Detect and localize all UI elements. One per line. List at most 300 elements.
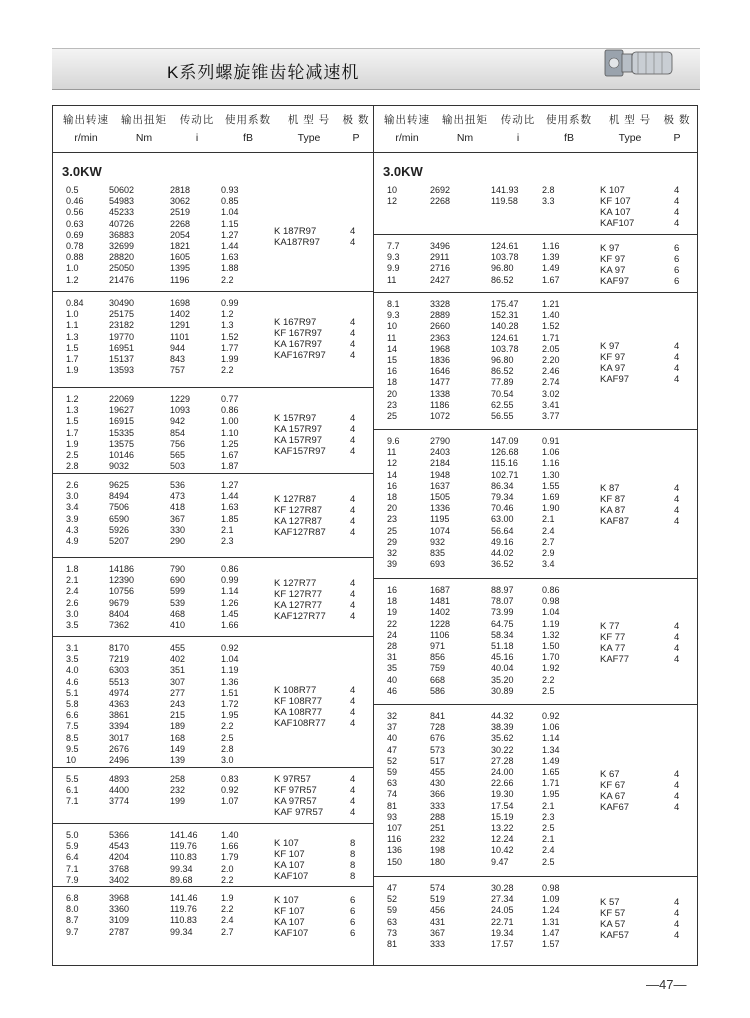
model-type: K 67: [600, 769, 620, 781]
output-torque: 5207: [109, 536, 130, 546]
output-torque: 36883: [109, 229, 135, 240]
output-speed: 8.1: [387, 299, 400, 309]
table-row: [374, 607, 697, 618]
ratio: 86.52: [491, 366, 514, 377]
ratio: 290: [170, 536, 186, 546]
output-torque: 8170: [109, 643, 130, 653]
service-factor: 0.91: [542, 436, 560, 446]
pole-count: 4: [674, 185, 680, 196]
column-header-cn: 极 数: [663, 114, 691, 126]
output-torque: 2787: [109, 926, 130, 937]
right-table: [374, 105, 698, 966]
table-row: [374, 756, 697, 767]
column-header: [171, 106, 223, 145]
service-factor: 1.99: [221, 354, 239, 364]
pole-count: 4: [350, 684, 356, 696]
model-types: [600, 769, 690, 813]
output-speed: 2.8: [66, 461, 79, 472]
ratio: 45.16: [491, 652, 514, 663]
model-types: [274, 895, 364, 939]
ratio: 790: [170, 564, 186, 574]
service-factor: 0.92: [542, 711, 560, 721]
service-factor: 1.04: [221, 207, 239, 218]
output-speed: 5.0: [66, 830, 79, 840]
service-factor: 1.90: [542, 503, 560, 514]
model-type: KF 57: [600, 907, 626, 919]
ratio: 79.34: [491, 492, 514, 502]
ratio: 152.31: [491, 310, 519, 321]
service-factor: 3.02: [542, 388, 560, 399]
output-torque: 455: [430, 767, 446, 777]
model-type: KF 108R77: [274, 695, 323, 707]
output-speed: 4.3: [66, 524, 79, 535]
spec-group: [374, 292, 697, 430]
output-torque: 8404: [109, 608, 130, 619]
output-torque: 841: [430, 711, 446, 721]
service-factor: 3.41: [542, 399, 560, 410]
output-speed: 3.9: [66, 513, 79, 524]
ratio: 22.71: [491, 916, 514, 927]
ratio: 189: [170, 721, 186, 732]
output-torque: 573: [430, 744, 446, 755]
table-row: [53, 744, 373, 755]
table-row: [374, 470, 697, 481]
output-speed: 9.3: [387, 310, 400, 321]
spec-group: [374, 234, 697, 293]
pole-count: 4: [350, 695, 356, 707]
ratio: 536: [170, 480, 186, 490]
model-type: KA 77: [600, 643, 626, 654]
table-row: [53, 196, 373, 207]
pole-count: 4: [350, 796, 356, 807]
output-speed: 7.9: [66, 874, 79, 885]
output-speed: 2.1: [66, 575, 79, 586]
output-torque: 333: [430, 939, 446, 949]
ratio: 139: [170, 755, 186, 765]
pole-count: 4: [350, 237, 356, 249]
output-torque: 574: [430, 883, 446, 893]
service-factor: 0.92: [221, 643, 239, 653]
output-speed: 1.1: [66, 320, 79, 331]
pole-count: 4: [350, 226, 356, 238]
model-type: KA 167R97: [274, 339, 323, 351]
output-speed: 1.2: [66, 394, 79, 404]
pole-count: 4: [674, 791, 680, 803]
pole-count: 4: [674, 340, 680, 352]
output-torque: 15335: [109, 427, 135, 438]
ratio: 503: [170, 461, 186, 472]
column-header: [377, 106, 437, 145]
model-type: KAF107: [274, 871, 309, 882]
pole-count: 8: [350, 849, 356, 860]
ratio: 944: [170, 342, 186, 353]
model-type: K 57: [600, 896, 620, 908]
ratio: 30.28: [491, 883, 514, 893]
ratio: 1101: [170, 331, 190, 342]
service-factor: 1.9: [221, 893, 234, 903]
output-speed: 14: [387, 343, 398, 354]
service-factor: 1.04: [542, 607, 560, 618]
output-torque: 3328: [430, 299, 451, 309]
model-type: K 97: [600, 340, 620, 352]
ratio: 99.34: [170, 926, 193, 937]
model-type: KA 107: [274, 917, 305, 929]
ratio: 124.61: [491, 241, 519, 251]
service-factor: 1.45: [221, 608, 239, 619]
output-torque: 2427: [430, 274, 451, 285]
ratio: 2519: [170, 207, 191, 218]
table-row: [374, 299, 697, 310]
model-type: KAF107: [600, 218, 635, 229]
output-torque: 3768: [109, 863, 130, 874]
model-type: K 107: [600, 185, 625, 196]
ratio: 103.78: [491, 343, 519, 354]
gear-motor-image: [600, 42, 685, 82]
output-torque: 1505: [430, 492, 451, 502]
ratio: 15.19: [491, 811, 514, 822]
ratio: 62.55: [491, 399, 514, 410]
service-factor: 1.34: [542, 744, 560, 755]
ratio: 1605: [170, 252, 191, 263]
service-factor: 1.39: [542, 252, 560, 263]
pole-count: 4: [674, 483, 680, 495]
ratio: 141.46: [170, 830, 198, 840]
column-header: [600, 106, 660, 145]
output-torque: 5513: [109, 676, 130, 687]
service-factor: 1.87: [221, 461, 239, 472]
table-row: [374, 310, 697, 321]
table-row: [374, 663, 697, 674]
ratio: 70.54: [491, 388, 514, 399]
output-torque: 971: [430, 641, 446, 651]
ratio: 110.83: [170, 915, 197, 926]
output-torque: 10756: [109, 586, 135, 597]
service-factor: 1.44: [221, 491, 239, 502]
output-torque: 2889: [430, 310, 451, 321]
output-speed: 12: [387, 458, 398, 469]
output-speed: 39: [387, 559, 398, 570]
pole-count: 4: [674, 218, 680, 229]
column-header-en: fB: [564, 132, 574, 144]
model-type: KF 107: [600, 196, 631, 207]
output-torque: 7506: [109, 502, 130, 513]
output-torque: 586: [430, 685, 446, 696]
service-factor: 2.5: [542, 856, 555, 867]
output-speed: 2.6: [66, 597, 79, 608]
pole-count: 4: [350, 339, 356, 351]
output-speed: 23: [387, 514, 398, 525]
output-torque: 759: [430, 663, 446, 674]
ratio: 843: [170, 354, 186, 364]
output-speed: 11: [387, 332, 397, 343]
output-speed: 25: [387, 525, 398, 536]
spec-group: [53, 557, 373, 637]
table-row: [53, 654, 373, 665]
pole-count: 4: [350, 504, 356, 516]
output-torque: 50602: [109, 185, 135, 195]
service-factor: 2.05: [542, 343, 560, 354]
model-type: K 108R77: [274, 684, 317, 696]
ratio: 36.52: [491, 559, 514, 570]
table-row: [374, 939, 697, 950]
pole-count: 4: [350, 599, 356, 611]
service-factor: 1.52: [221, 331, 239, 342]
model-type: KAF97: [600, 276, 630, 288]
output-speed: 6.4: [66, 852, 79, 863]
service-factor: 1.3: [221, 320, 234, 331]
model-type: KAF108R77: [274, 717, 326, 729]
output-torque: 13575: [109, 438, 135, 449]
output-speed: 1.9: [66, 438, 79, 449]
ratio: 539: [170, 597, 186, 608]
ratio: 30.89: [491, 685, 514, 696]
pole-count: 4: [350, 328, 356, 340]
service-factor: 2.3: [221, 536, 234, 546]
output-torque: 5366: [109, 830, 130, 840]
service-factor: 0.86: [221, 405, 239, 416]
service-factor: 1.65: [542, 767, 560, 777]
service-factor: 2.46: [542, 366, 560, 377]
service-factor: 2.7: [542, 536, 555, 547]
column-header-cn: 使用系数: [546, 114, 592, 126]
service-factor: 1.71: [542, 778, 560, 789]
service-factor: 1.70: [542, 652, 560, 663]
model-type: K 157R97: [274, 413, 317, 425]
pole-count: 4: [350, 424, 356, 436]
output-torque: 517: [430, 755, 446, 766]
output-torque: 2496: [109, 755, 130, 765]
service-factor: 1.69: [542, 492, 560, 502]
ratio: 103.78: [491, 252, 519, 263]
table-row: [53, 394, 373, 405]
output-speed: 10: [387, 185, 398, 195]
service-factor: 1.57: [542, 939, 560, 949]
model-type: KA 87: [600, 505, 626, 517]
ratio: 78.07: [491, 596, 514, 607]
output-torque: 1336: [430, 503, 451, 514]
pole-count: 4: [674, 896, 680, 908]
output-torque: 25175: [109, 309, 135, 320]
output-torque: 366: [430, 789, 446, 800]
output-speed: 9.7: [66, 926, 79, 937]
output-speed: 18: [387, 596, 398, 607]
model-types: [274, 685, 364, 729]
model-type: KA 57: [600, 918, 626, 930]
output-speed: 32: [387, 711, 398, 721]
spec-group: [374, 429, 697, 579]
output-speed: 2.5: [66, 450, 79, 460]
pole-count: 4: [350, 785, 356, 796]
model-type: K 187R97: [274, 226, 317, 238]
spec-group: [53, 767, 373, 824]
ratio: 88.97: [491, 585, 514, 595]
service-factor: 1.52: [542, 321, 560, 332]
service-factor: 2.1: [542, 800, 555, 811]
pole-count: 4: [674, 362, 680, 374]
output-torque: 23182: [109, 320, 135, 331]
output-torque: 668: [430, 674, 446, 685]
output-torque: 2268: [430, 196, 451, 207]
output-torque: 15137: [109, 354, 135, 364]
model-type: KAF127R87: [274, 526, 326, 538]
service-factor: 2.2: [221, 274, 234, 285]
table-row: [374, 722, 697, 733]
output-speed: 116: [387, 834, 402, 845]
model-type: KAF157R97: [274, 446, 326, 458]
pole-count: 4: [350, 413, 356, 425]
column-header-cn: 传动比: [500, 114, 536, 126]
model-type: KF 77: [600, 632, 626, 643]
pole-count: 4: [350, 526, 356, 538]
model-type: KAF 97R57: [274, 807, 324, 818]
ratio: 1229: [170, 394, 191, 404]
model-types: [600, 341, 690, 385]
service-factor: 1.40: [221, 830, 239, 840]
output-torque: 14186: [109, 564, 135, 574]
model-type: KF 97: [600, 254, 626, 266]
column-header-cn: 机 型 号: [287, 114, 331, 126]
output-torque: 4543: [109, 841, 130, 852]
output-speed: 28: [387, 641, 398, 651]
spec-group: [374, 876, 697, 968]
output-speed: 52: [387, 894, 398, 905]
table-row: [374, 733, 697, 744]
pole-count: 4: [350, 350, 356, 362]
table-row: [374, 321, 697, 332]
model-type: KF 127R77: [274, 588, 323, 600]
ratio: 17.57: [491, 939, 514, 949]
ratio: 141.93: [491, 185, 519, 195]
ratio: 119.76: [170, 904, 197, 915]
service-factor: 2.1: [221, 524, 234, 535]
service-factor: 2.1: [542, 834, 555, 845]
column-header-cn: 输出转速: [384, 114, 430, 126]
service-factor: 0.98: [542, 883, 560, 893]
table-row: [53, 365, 373, 376]
output-torque: 333: [430, 800, 446, 811]
ratio: 258: [170, 774, 186, 784]
ratio: 19.34: [491, 927, 514, 938]
pole-count: 4: [674, 494, 680, 506]
column-header: [435, 106, 495, 145]
table-row: [374, 845, 697, 856]
service-factor: 2.0: [221, 863, 234, 874]
output-speed: 20: [387, 388, 398, 399]
output-speed: 4.9: [66, 536, 79, 546]
ratio: 24.05: [491, 905, 514, 916]
pole-count: 4: [350, 610, 356, 622]
ratio: 2268: [170, 218, 191, 229]
service-factor: 0.92: [221, 785, 239, 796]
output-torque: 1402: [430, 607, 451, 618]
output-torque: 22069: [109, 394, 135, 404]
model-types: [274, 317, 364, 361]
table-row: [53, 480, 373, 491]
pole-count: 6: [674, 243, 680, 255]
ratio: 1395: [170, 263, 191, 274]
output-speed: 7.1: [66, 863, 79, 874]
output-speed: 32: [387, 548, 398, 558]
output-speed: 0.63: [66, 218, 84, 229]
model-types: [274, 838, 364, 882]
table-row: [53, 536, 373, 547]
service-factor: 2.2: [221, 365, 234, 376]
service-factor: 1.66: [221, 620, 239, 630]
model-type: K 97R57: [274, 774, 311, 785]
ratio: 757: [170, 365, 186, 376]
column-header-cn: 传动比: [179, 114, 215, 126]
service-factor: 2.2: [221, 904, 234, 915]
table-row: [374, 834, 697, 845]
output-torque: 1836: [430, 355, 451, 365]
table-row: [374, 436, 697, 447]
table-row: [53, 733, 373, 744]
column-header: [657, 106, 697, 145]
service-factor: 1.79: [221, 852, 239, 863]
output-speed: 2.4: [66, 586, 79, 597]
ratio: 10.42: [491, 845, 514, 856]
service-factor: 1.04: [221, 654, 239, 665]
output-torque: 3109: [109, 915, 130, 926]
ratio: 64.75: [491, 618, 514, 629]
model-type: KF 107: [274, 906, 305, 918]
service-factor: 1.19: [221, 665, 239, 676]
model-types: [274, 578, 364, 622]
ratio: 1291: [170, 320, 191, 331]
ratio: 565: [170, 450, 186, 460]
model-type: KA 107: [600, 207, 631, 218]
output-speed: 3.0: [66, 491, 79, 502]
ratio: 58.34: [491, 629, 514, 640]
output-speed: 7.5: [66, 721, 79, 732]
service-factor: 1.09: [542, 894, 560, 905]
output-torque: 2676: [109, 743, 130, 754]
service-factor: 2.8: [542, 185, 555, 195]
service-factor: 2.1: [542, 514, 555, 525]
model-type: KA 67: [600, 791, 626, 803]
ratio: 70.46: [491, 503, 514, 514]
model-types: [274, 774, 364, 818]
output-torque: 21476: [109, 274, 135, 285]
service-factor: 1.40: [542, 310, 560, 321]
output-speed: 14: [387, 469, 398, 480]
output-torque: 1186: [430, 399, 450, 410]
model-type: KF 97R57: [274, 785, 317, 796]
column-header: [56, 106, 116, 145]
model-type: KF 97: [600, 351, 626, 363]
output-torque: 3360: [109, 904, 130, 915]
table-row: [374, 745, 697, 756]
service-factor: 1.00: [221, 416, 239, 427]
output-speed: 35: [387, 663, 398, 674]
ratio: 756: [170, 438, 186, 449]
output-torque: 12390: [109, 575, 135, 586]
output-torque: 8494: [109, 491, 130, 502]
pole-count: 4: [674, 207, 680, 218]
ratio: 126.68: [491, 447, 519, 458]
model-types: [600, 483, 690, 527]
output-speed: 47: [387, 744, 398, 755]
column-header-en: P: [352, 132, 360, 144]
output-speed: 81: [387, 800, 398, 811]
pole-count: 4: [674, 373, 680, 385]
output-torque: 19627: [109, 405, 135, 416]
output-torque: 728: [430, 722, 446, 733]
output-speed: 23: [387, 399, 398, 410]
column-header-en: Type: [618, 132, 642, 144]
output-speed: 4.6: [66, 676, 79, 687]
spec-group: [53, 473, 373, 558]
